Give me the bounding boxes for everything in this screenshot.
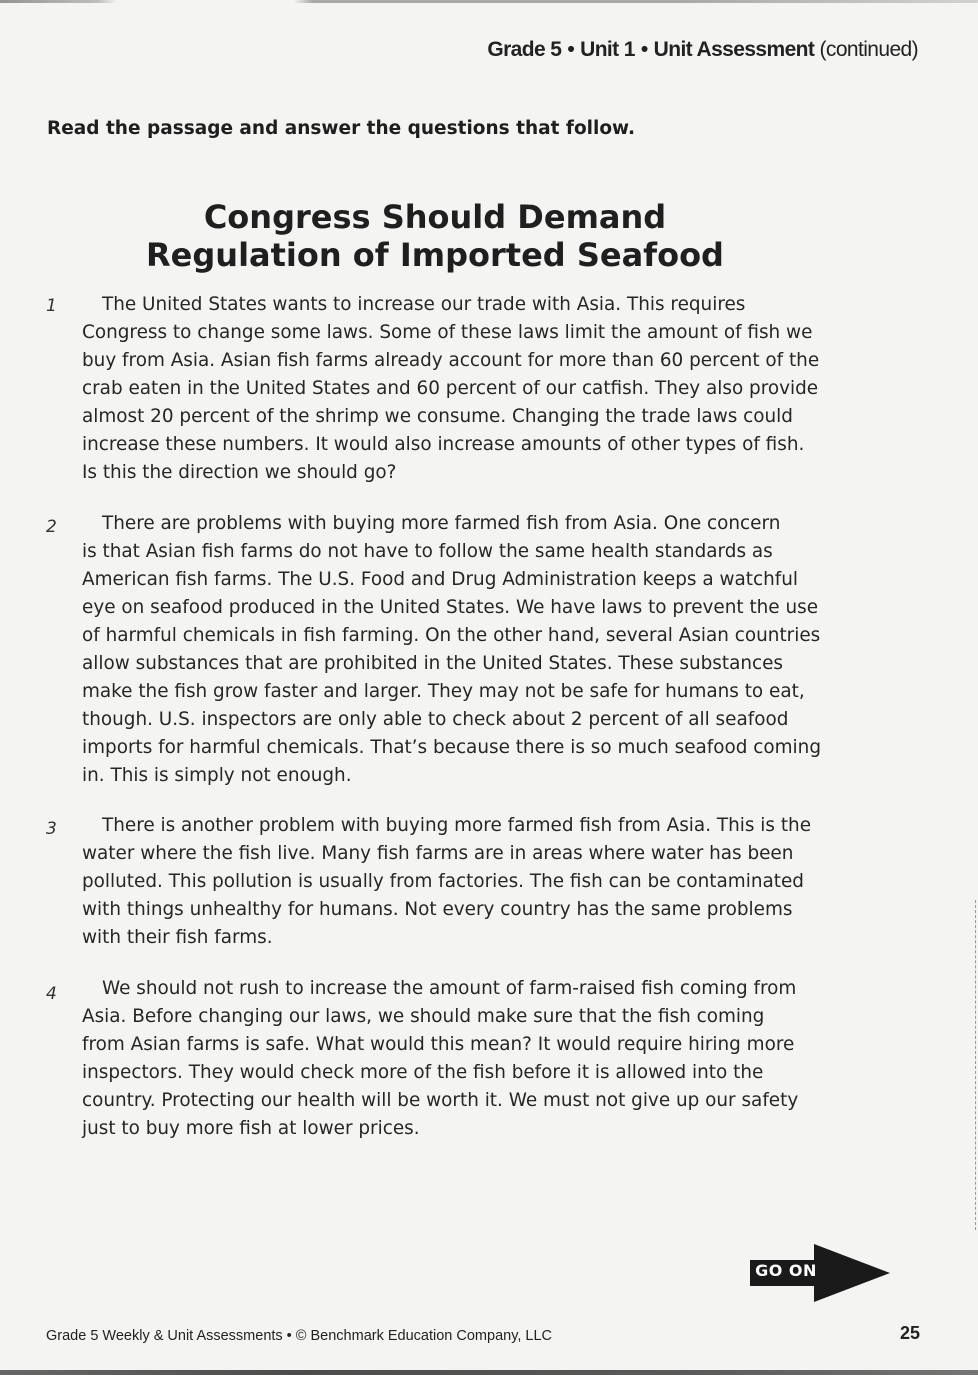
paragraph-line: just to buy more fish at lower prices. xyxy=(82,1118,420,1139)
paragraph-line: water where the fish live. Many fish farms are in areas where water has been xyxy=(82,843,794,864)
go-on-label: GO ON xyxy=(755,1261,817,1280)
header-bullet-1: • xyxy=(567,38,575,61)
header-assessment: Unit Assessment xyxy=(653,38,815,61)
paragraph-line: Congress to change some laws. Some of these laws limit the amount of fish we xyxy=(82,322,813,343)
header-grade: Grade 5 xyxy=(487,38,562,61)
paragraph-line: eye on seafood produced in the United States. We have laws to prevent the use xyxy=(82,597,819,618)
paragraph-line: polluted. This pollution is usually from factories. The fish can be contaminated xyxy=(82,871,804,892)
paragraph-line: The United States wants to increase our trade with Asia. This requires xyxy=(102,294,746,315)
paragraph-line: with things unhealthy for humans. Not every country has the same problems xyxy=(82,899,793,920)
paragraph-line: make the fish grow faster and larger. They may not be safe for humans to eat, xyxy=(82,681,805,702)
paragraph-number-4: 4 xyxy=(46,984,57,1004)
paragraph-line: Asia. Before changing our laws, we should make sure that the fish coming xyxy=(82,1006,765,1027)
paragraph-line: allow substances that are prohibited in the United States. These substances xyxy=(82,653,784,674)
paragraph-line: Is this the direction we should go? xyxy=(82,462,397,483)
paragraph-2 xyxy=(82,510,842,790)
running-head xyxy=(487,38,918,62)
paragraph-4 xyxy=(82,975,842,1143)
go-on-arrow xyxy=(750,1244,890,1302)
paragraph-line: buy from Asia. Asian fish farms already account for more than 60 percent of the xyxy=(82,350,820,371)
paragraph-line: American fish farms. The U.S. Food and Drug Administration keeps a watchful xyxy=(82,569,798,590)
page-number: 25 xyxy=(899,1323,920,1343)
paragraph-line: almost 20 percent of the shrimp we consume. Changing the trade laws could xyxy=(82,406,793,427)
scan-edge-right xyxy=(974,900,976,1230)
passage-title xyxy=(0,198,870,274)
paragraph-line: imports for harmful chemicals. That’s because there is so much seafood coming xyxy=(82,737,822,758)
header-continued: (continued) xyxy=(819,38,918,61)
footer-credit: Grade 5 Weekly & Unit Assessments • © Benchmark Education Company, LLC xyxy=(46,1328,553,1344)
paragraph-number-3: 3 xyxy=(46,819,57,839)
paragraph-line: We should not rush to increase the amount of farm-raised fish coming from xyxy=(102,978,797,999)
paragraph-line: is that Asian fish farms do not have to follow the same health standards as xyxy=(82,541,773,562)
scan-edge-top xyxy=(0,0,978,3)
paragraph-line: with their fish farms. xyxy=(82,927,273,948)
paragraph-line: increase these numbers. It would also increase amounts of other types of fish. xyxy=(82,434,805,455)
paragraph-line: from Asian farms is safe. What would this mean? It would require hiring more xyxy=(82,1034,795,1055)
paragraph-3 xyxy=(82,812,842,952)
instructions: Read the passage and answer the questions that follow. xyxy=(47,118,635,139)
paragraph-line: There are problems with buying more farmed fish from Asia. One concern xyxy=(102,513,781,534)
title-line-1: Congress Should Demand xyxy=(203,198,667,236)
paragraph-1 xyxy=(82,291,842,487)
paragraph-line: of harmful chemicals in fish farming. On the other hand, several Asian countries xyxy=(82,625,821,646)
paragraph-line: country. Protecting our health will be worth it. We must not give up our safety xyxy=(82,1090,799,1111)
paragraph-line: in. This is simply not enough. xyxy=(82,765,352,786)
paragraph-line: There is another problem with buying more farmed fish from Asia. This is the xyxy=(102,815,812,836)
title-line-2: Regulation of Imported Seafood xyxy=(146,236,724,274)
paragraph-line: though. U.S. inspectors are only able to check about 2 percent of all seafood xyxy=(82,709,789,730)
paragraph-number-2: 2 xyxy=(46,517,57,537)
paragraph-number-1: 1 xyxy=(46,296,57,316)
header-unit: Unit 1 xyxy=(580,38,635,61)
paragraph-line: crab eaten in the United States and 60 percent of our catfish. They also provide xyxy=(82,378,819,399)
scan-edge-bottom xyxy=(0,1370,978,1375)
paragraph-line: inspectors. They would check more of the fish before it is allowed into the xyxy=(82,1062,764,1083)
header-bullet-2: • xyxy=(640,38,648,61)
